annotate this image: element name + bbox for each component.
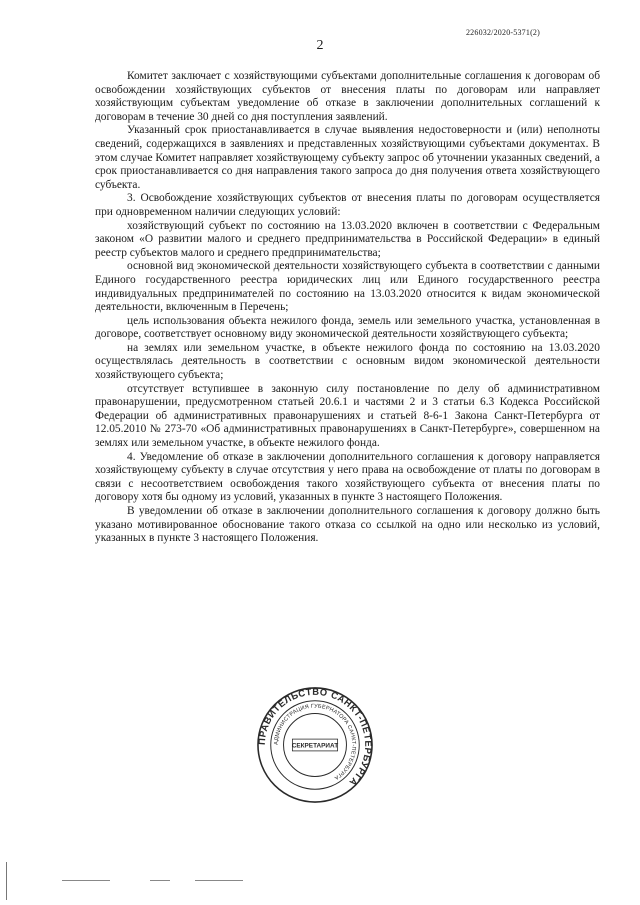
document-id: 226032/2020-5371(2) <box>465 28 540 37</box>
seal-center-text: СЕКРЕТАРИАТ <box>291 742 339 750</box>
paragraph-condition-registry: хозяйствующий субъект по состоянию на 13.03.2020 включен в соответствии с Федеральным законом «О развитии малого и среднего предпринимательства в Российской Федерации» в единый реестр субъектов малого и среднего предпринимательства; <box>95 219 600 259</box>
scan-edge-mark <box>6 862 7 900</box>
svg-text:ПРАВИТЕЛЬСТВО САНКТ-ПЕТЕРБУРГА <box>257 687 373 788</box>
paragraph-condition-activity: основной вид экономической деятельности хозяйствующего субъекта в соответствии с данными Единого государственного реестра юридических лиц или Единого государственного реестра индивидуальных предпринимателей по состоянию на 13.03.2020 относится к видам экономической деятельности, включенным в Перечень; <box>95 260 600 314</box>
footer-rule-2 <box>150 880 170 881</box>
paragraph-condition-operation: на землях или земельном участке, в объекте нежилого фонда по состоянию на 13.03.2020 осуществлялась деятельность в соответствии с основным видом экономической деятельности хозяйствующего субъекта; <box>95 341 600 382</box>
paragraph-condition-no-violation: отсутствует вступившее в законную силу постановление по делу об административном правонарушении, предусмотренном статьей 20.6.1 и частями 2 и 3 статьи 6.3 Кодекса Российской Федерации об административных правонарушениях и статьей 8-6-1 Закона Санкт-Петербурга от 12.05.2010 № 273-70 «Об административных правонарушениях в Санкт-Петербурге», совершенном на землях или земельном участке, в объекте нежилого фонда. <box>95 382 600 450</box>
paragraph-refusal-notice: 4. Уведомление об отказе в заключении дополнительного соглашения к договору направляется хозяйствующему субъекту в случае отсутствия у него права на освобождение от платы по договорам в связи с несоответствием освобождения такого хозяйствующего субъекта от внесения платы по договору хотя бы одному из условий, указанных в пункте 3 настоящего Положения. <box>95 450 600 504</box>
paragraph-refusal-justification: В уведомлении об отказе в заключении дополнительного соглашения к договору должно быть указано мотивированное обоснование такого отказа со ссылкой на одно или несколько из условий, указанных в пункте 3 настоящего Положения. <box>95 505 600 545</box>
page-number: 2 <box>316 38 324 53</box>
official-seal-stamp <box>256 686 374 804</box>
paragraph-agreement-term: Комитет заключает с хозяйствующими субъектами дополнительные соглашения к договорам об освобождении хозяйствующих субъектов от внесения платы по договорам или направляет хозяйствующим субъектам уведомление об отказе в заключении дополнительных соглашений к договорам в течение 30 дней со дня поступления заявлений. <box>95 70 600 123</box>
footer-rule-1 <box>62 880 110 881</box>
footer-rule-3 <box>195 880 243 881</box>
paragraph-conditions-intro: 3. Освобождение хозяйствующих субъектов от внесения платы по договорам осуществляется при одновременном наличии следующих условий: <box>95 192 600 218</box>
seal-middle-text: АДМИНИСТРАЦИЯ ГУБЕРНАТОРА САНКТ-ПЕТЕРБУРГА <box>273 703 357 781</box>
document-body <box>95 70 600 546</box>
paragraph-term-suspension: Указанный срок приостанавливается в случае выявления недостоверности и (или) неполноты сведений, содержащихся в заявлениях и представленных хозяйствующими субъектами документах. В этом случае Комитет направляет хозяйствующему субъекту запрос об уточнении указанных сведений, а срок приостанавливается со дня направления такого запроса до дня получения ответа хозяйствующего субъекта. <box>95 124 600 191</box>
paragraph-condition-purpose: цель использования объекта нежилого фонда, земель или земельного участка, установленная в договоре, соответствует основному виду экономической деятельности хозяйствующего субъекта; <box>95 314 600 341</box>
seal-outer-text: ПРАВИТЕЛЬСТВО САНКТ-ПЕТЕРБУРГА <box>256 686 374 788</box>
